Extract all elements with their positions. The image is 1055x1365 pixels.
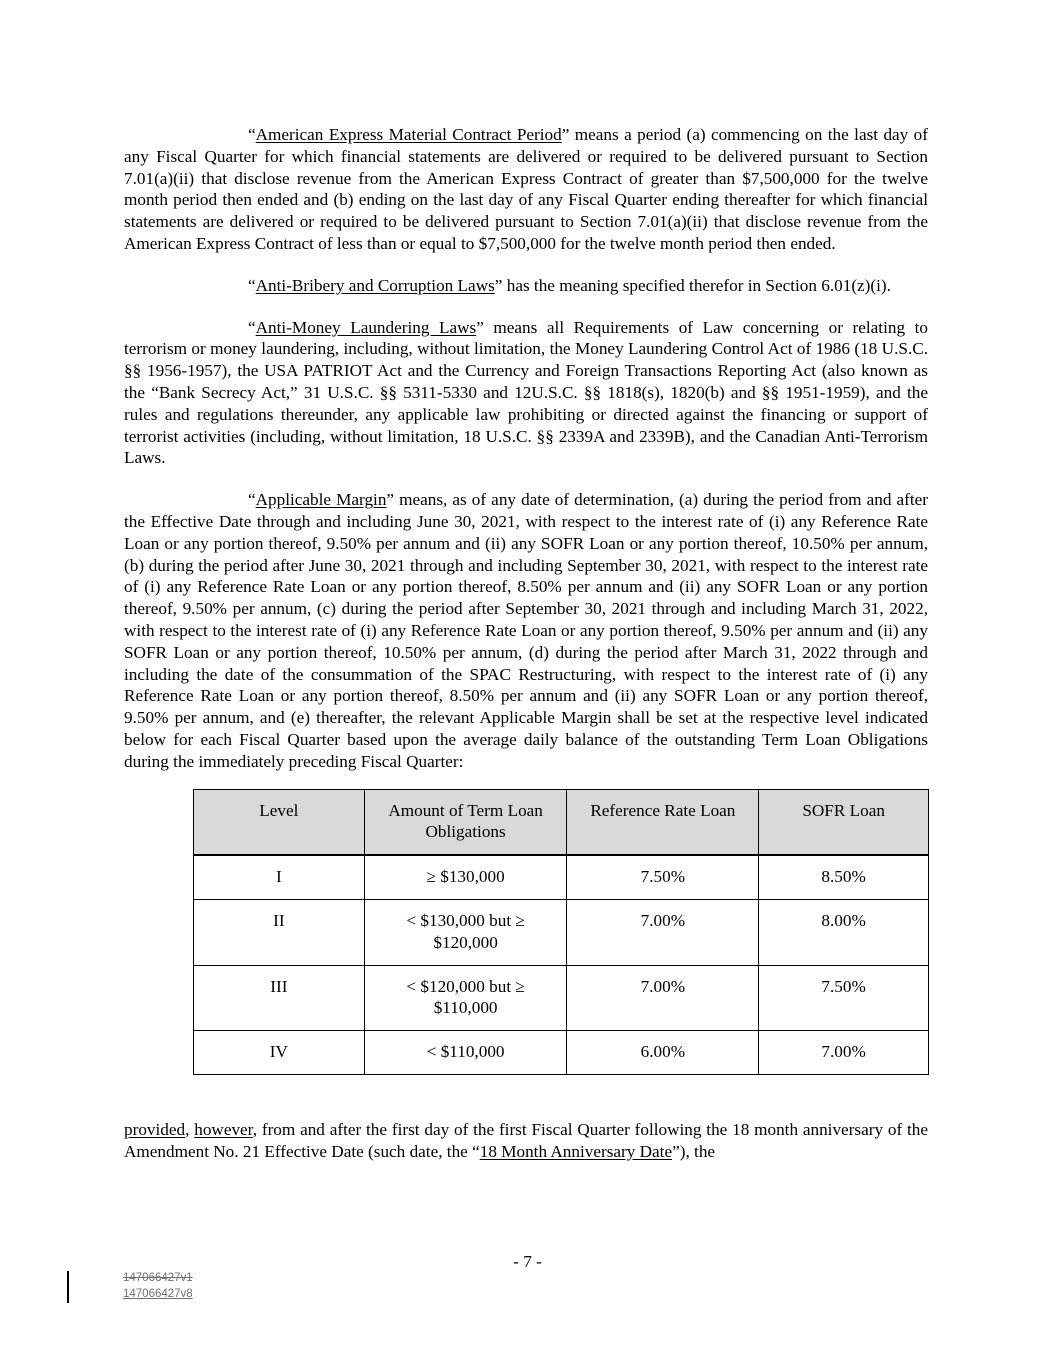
doc-id-deleted: 147066427v1 xyxy=(123,1272,193,1284)
cell-reference-rate: 7.00% xyxy=(567,965,759,1031)
defined-term: American Express Material Contract Period xyxy=(255,125,562,144)
table-row xyxy=(194,965,929,1031)
proviso-however: however xyxy=(194,1119,253,1139)
quote-open: “ xyxy=(248,275,256,295)
cell-level: I xyxy=(194,855,365,899)
defined-term: Applicable Margin xyxy=(255,490,387,510)
quote-open: “ xyxy=(248,490,256,510)
defined-term: Anti-Bribery and Corruption Laws xyxy=(255,275,495,295)
header-amount: Amount of Term Loan Obligations xyxy=(364,789,567,855)
cell-amount: ≥ $130,000 xyxy=(364,855,567,899)
definition-anti-money-laundering xyxy=(124,317,928,470)
cell-level: IV xyxy=(194,1031,365,1075)
proviso-text: , from and after the first day of the first Fiscal Quarter following the 18 month anniversary of the Amendment No. 21 Effective Date (such date, the “ xyxy=(124,1119,929,1161)
cell-sofr: 8.50% xyxy=(759,855,929,899)
proviso-paragraph xyxy=(124,1119,928,1163)
definition-text: ” has the meaning specified therefor in Section 6.01(z)(i). xyxy=(494,275,891,295)
cell-level: II xyxy=(194,899,365,965)
cell-sofr: 7.50% xyxy=(759,965,929,1031)
header-reference-rate-loan: Reference Rate Loan xyxy=(567,789,759,855)
cell-sofr: 8.00% xyxy=(759,899,929,965)
header-level: Level xyxy=(194,789,365,855)
quote-open: “ xyxy=(248,317,256,337)
quote-open: “ xyxy=(248,125,256,144)
cell-amount: < $110,000 xyxy=(364,1031,567,1075)
cell-reference-rate: 6.00% xyxy=(567,1031,759,1075)
defined-term: 18 Month Anniversary Date xyxy=(479,1141,673,1161)
proviso-separator: , xyxy=(185,1119,195,1139)
table-header-row xyxy=(194,789,929,855)
definition-text: ” means a period (a) commencing on the last day of any Fiscal Quarter for which financial statements are delivered or required to be delivered pursuant to Section 7.01(a)(ii) that disclose revenue from the American Express Contract of greater than $7,500,000 for the twelve month period then ended and (b) ending on the last day of any Fiscal Quarter ending thereafter for which financial statements are delivered or required to be delivered pursuant to Section 7.01(a)(ii) that disclose revenue from the American Express Contract of less than or equal to $7,500,000 for the twelve month period then ended. xyxy=(124,125,928,253)
cell-amount: < $130,000 but ≥ $120,000 xyxy=(364,899,567,965)
definition-text: ” means, as of any date of determination, (a) during the period from and after the Effective Date through and including June 30, 2021, with respect to the interest rate of (i) any Reference Rate Loan or any portion thereof, 9.50% per annum and (ii) any SOFR Loan or any portion thereof, 10.50% per annum, (b) during the period after June 30, 2021 through and including September 30, 2021, with respect to the interest rate of (i) any Reference Rate Loan or any portion thereof, 8.50% per annum and (ii) any SOFR Loan or any portion thereof, 9.50% per annum, (c) during the period after September 30, 2021 through and including March 31, 2022, with respect to the interest rate of (i) any Reference Rate Loan or any portion thereof, 9.50% per annum and (ii) any SOFR Loan or any portion thereof, 10.50% per annum, (d) during the period after March 31, 2022 through and including the date of the consummation of the SPAC Restructuring, with respect to the interest rate of (i) any Reference Rate Loan or any portion thereof, 8.50% per annum and (ii) any SOFR Loan or any portion thereof, 9.50% per annum, and (e) thereafter, the relevant Applicable Margin shall be set at the respective level indicated below for each Fiscal Quarter based upon the average daily balance of the outstanding Term Loan Obligations during the immediately preceding Fiscal Quarter: xyxy=(124,490,928,771)
revision-change-bar xyxy=(67,1271,69,1303)
page-number: - 7 - xyxy=(513,1252,542,1271)
doc-id-inserted: 147066427v8 xyxy=(123,1288,193,1300)
cell-reference-rate: 7.50% xyxy=(567,855,759,899)
definition-amex-material-contract-period xyxy=(124,124,928,255)
proviso-provided: provided xyxy=(124,1119,186,1139)
table-row xyxy=(194,899,929,965)
defined-term: Anti-Money Laundering Laws xyxy=(255,317,477,337)
document-page xyxy=(124,124,928,1180)
definition-anti-bribery xyxy=(124,275,928,297)
applicable-margin-table xyxy=(193,789,929,1075)
table-row xyxy=(194,855,929,899)
definition-text: ” means all Requirements of Law concerning or relating to terrorism or money laundering, including, without limitation, the Money Laundering Control Act of 1986 (18 U.S.C. §§ 1956-1957), the USA PATRIOT Act and the Currency and Foreign Transactions Reporting Act (also known as the “Bank Secrecy Act,” 31 U.S.C. §§ 5311-5330 and 12U.S.C. §§ 1818(s), 1820(b) and §§ 1951-1959), and the rules and regulations thereunder, any applicable law prohibiting or directed against the financing or support of terrorist activities (including, without limitation, 18 U.S.C. §§ 2339A and 2339B), and the Canadian Anti-Terrorism Laws. xyxy=(124,317,928,468)
cell-reference-rate: 7.00% xyxy=(567,899,759,965)
cell-amount: < $120,000 but ≥ $110,000 xyxy=(364,965,567,1031)
table-row xyxy=(194,1031,929,1075)
cell-sofr: 7.00% xyxy=(759,1031,929,1075)
header-sofr-loan: SOFR Loan xyxy=(759,789,929,855)
proviso-tail: ”), the xyxy=(672,1141,716,1161)
definition-applicable-margin xyxy=(124,489,928,772)
cell-level: III xyxy=(194,965,365,1031)
